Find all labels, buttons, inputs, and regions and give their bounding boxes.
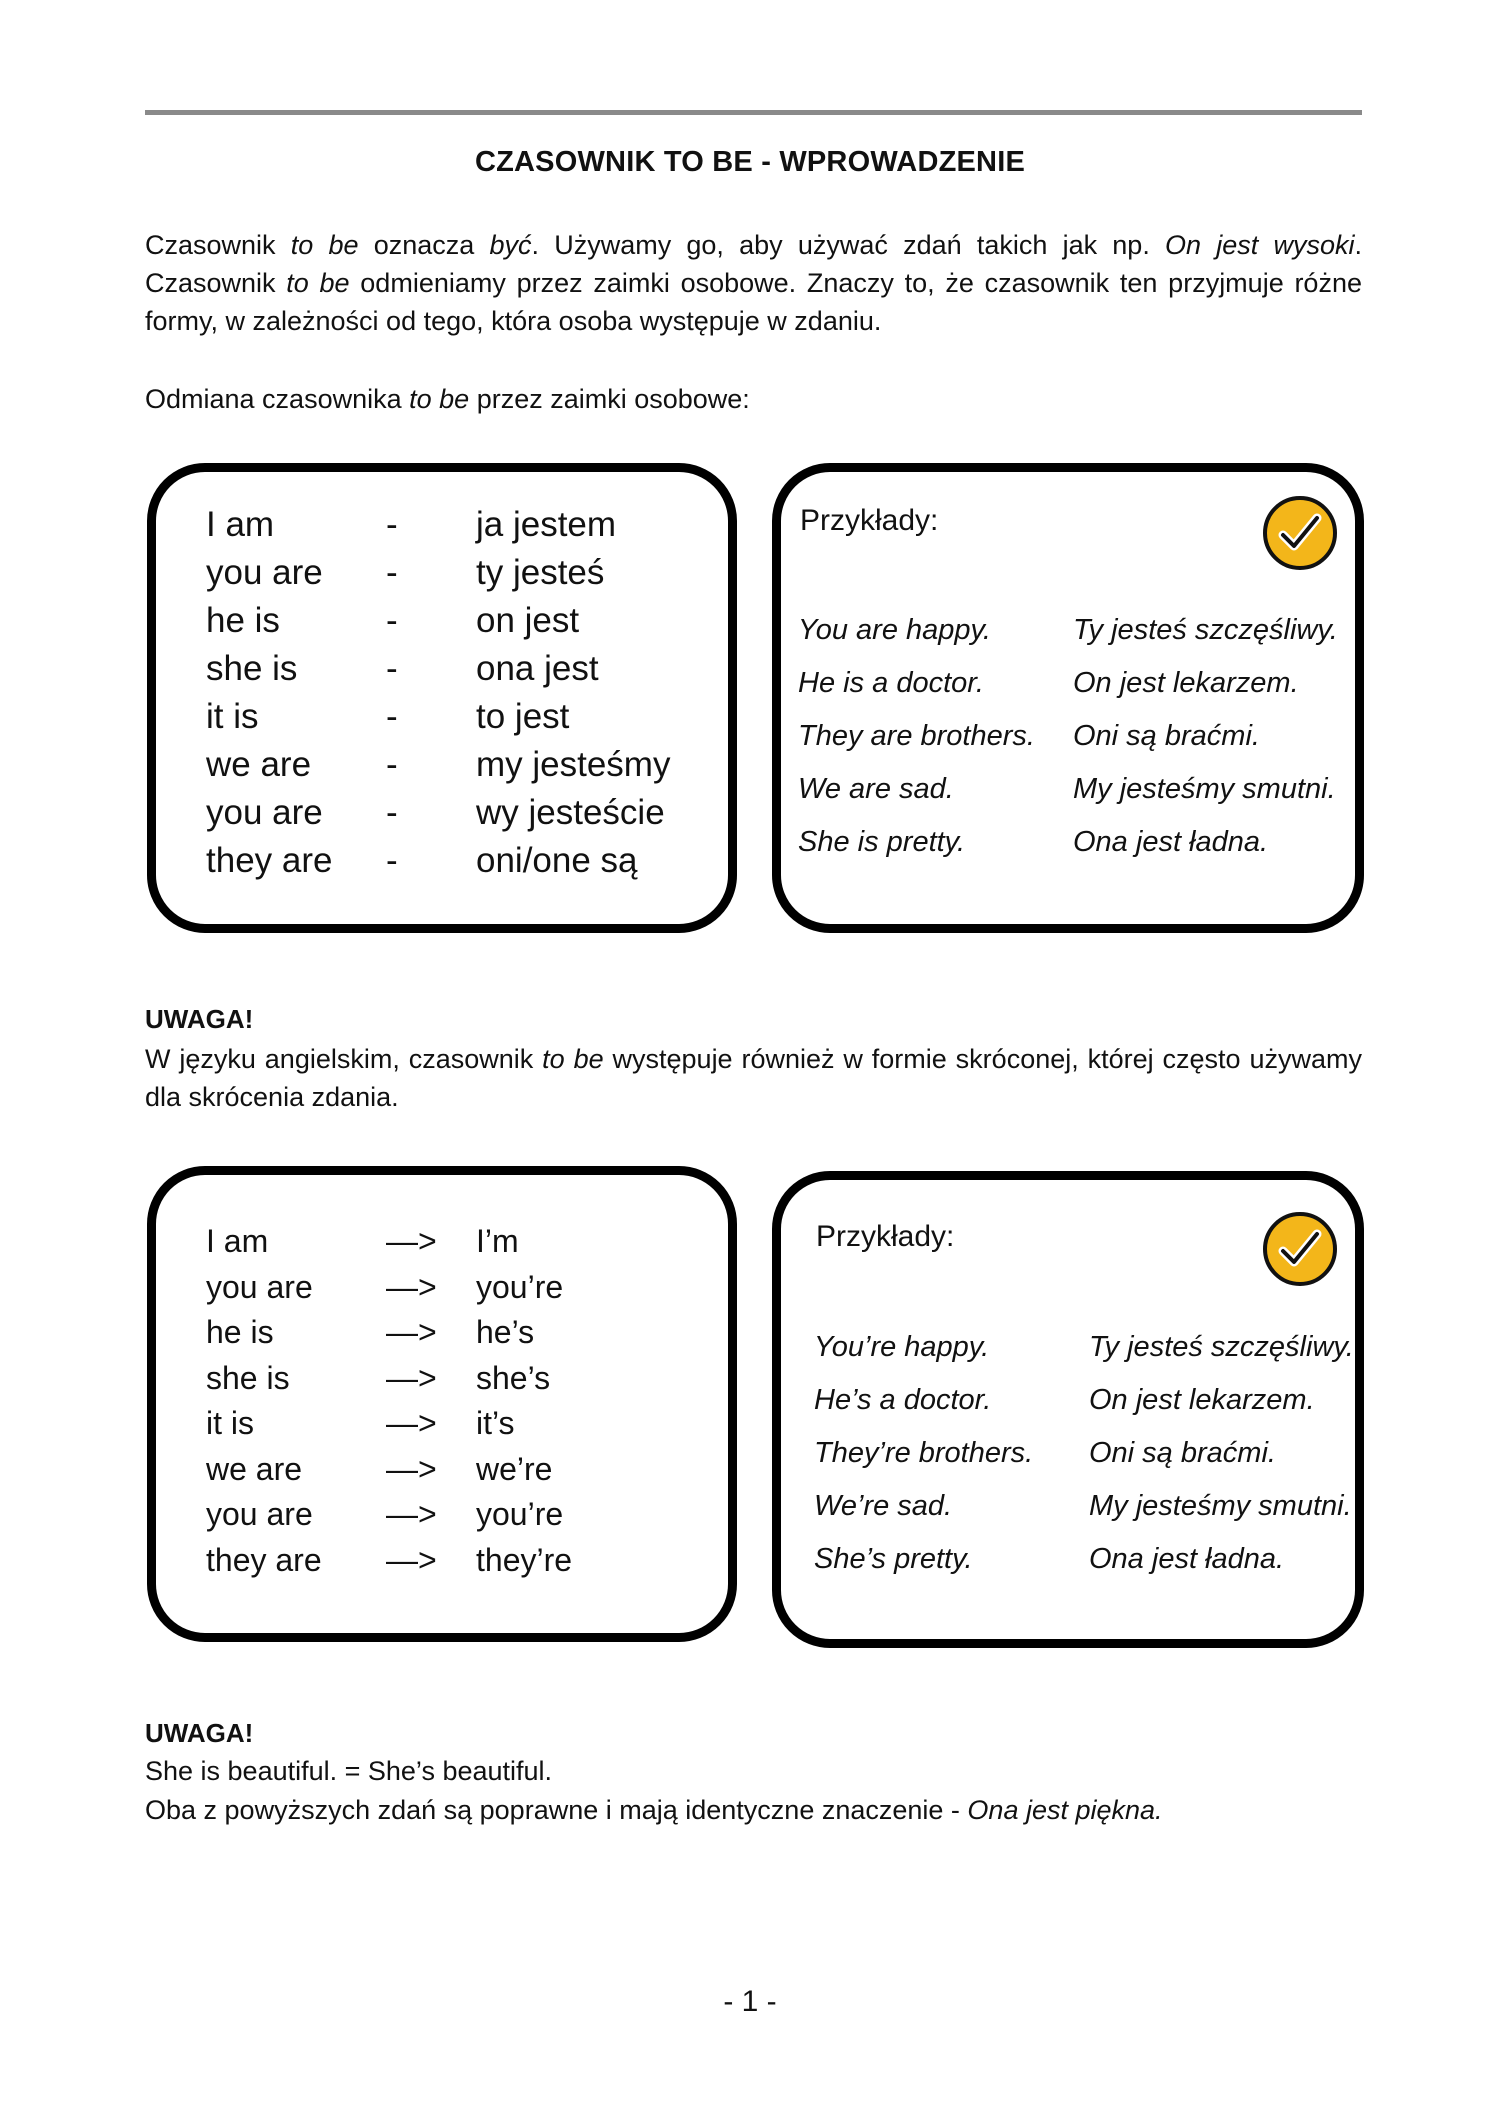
note-paragraph-1: W języku angielskim, czasownik to be występuje również w formie skróconej, której często używamy dla skrócenia zdania.: [145, 1044, 1362, 1112]
conjugation-box: [147, 463, 737, 933]
contractions-arrows: —> —> —> —> —> —> —> —>: [386, 1223, 437, 1578]
note-label-1: UWAGA!: [145, 1004, 254, 1034]
note-label-2: UWAGA!: [145, 1718, 254, 1748]
conj-pronouns: I am you are he is she is it is we are you are they are: [206, 505, 333, 880]
contractions-box: [147, 1166, 737, 1642]
examples-english-2: You’re happy. He’s a doctor. They’re brothers. We’re sad. She’s pretty.: [814, 1331, 1034, 1575]
conj-polish: ja jestem ty jesteś on jest ona jest to jest my jesteśmy wy jesteście oni/one są: [476, 505, 671, 880]
top-rule: [145, 110, 1362, 115]
examples-polish-2: Ty jesteś szczęśliwy. On jest lekarzem. Oni są braćmi. My jesteśmy smutni. Ona jest ładna.: [1089, 1331, 1354, 1575]
examples-heading: Przykłady:: [800, 504, 939, 537]
contractions-short: I’m you’re he’s she’s it’s we’re you’re they’re: [476, 1223, 573, 1578]
examples-box-1: [772, 463, 1364, 933]
check-circle-icon: [1263, 1212, 1337, 1286]
note-line-2: Oba z powyższych zdań są poprawne i mają identyczne znaczenie - Ona jest piękna.: [145, 1795, 1163, 1825]
intro-paragraph: Czasownik to be oznacza być. Używamy go, aby używać zdań takich jak np. On jest wysoki. Czasownik to be odmieniamy przez zaimki osobowe. Znaczy to, że czasownik ten przyjmuje różne formy, w zależności od tego, która osoba występuje w zdaniu.: [145, 230, 1362, 336]
conj-separators: - - - - - - - -: [386, 505, 398, 880]
page-title: CZASOWNIK TO BE - WPROWADZENIE: [474, 146, 1025, 178]
check-circle-icon: [1263, 496, 1337, 570]
page-number: - 1 -: [723, 1985, 777, 2018]
examples-english: You are happy. He is a doctor. They are brothers. We are sad. She is pretty.: [798, 614, 1035, 858]
examples-heading-2: Przykłady:: [816, 1220, 955, 1253]
note-line-1: She is beautiful. = She’s beautiful.: [145, 1756, 553, 1786]
examples-box-2: [772, 1171, 1364, 1648]
contractions-full: I am you are he is she is it is we are you are they are: [206, 1223, 322, 1578]
examples-polish: Ty jesteś szczęśliwy. On jest lekarzem. Oni są braćmi. My jesteśmy smutni. Ona jest ładna.: [1073, 614, 1338, 858]
odmiana-line: Odmiana czasownika to be przez zaimki osobowe:: [145, 384, 750, 414]
